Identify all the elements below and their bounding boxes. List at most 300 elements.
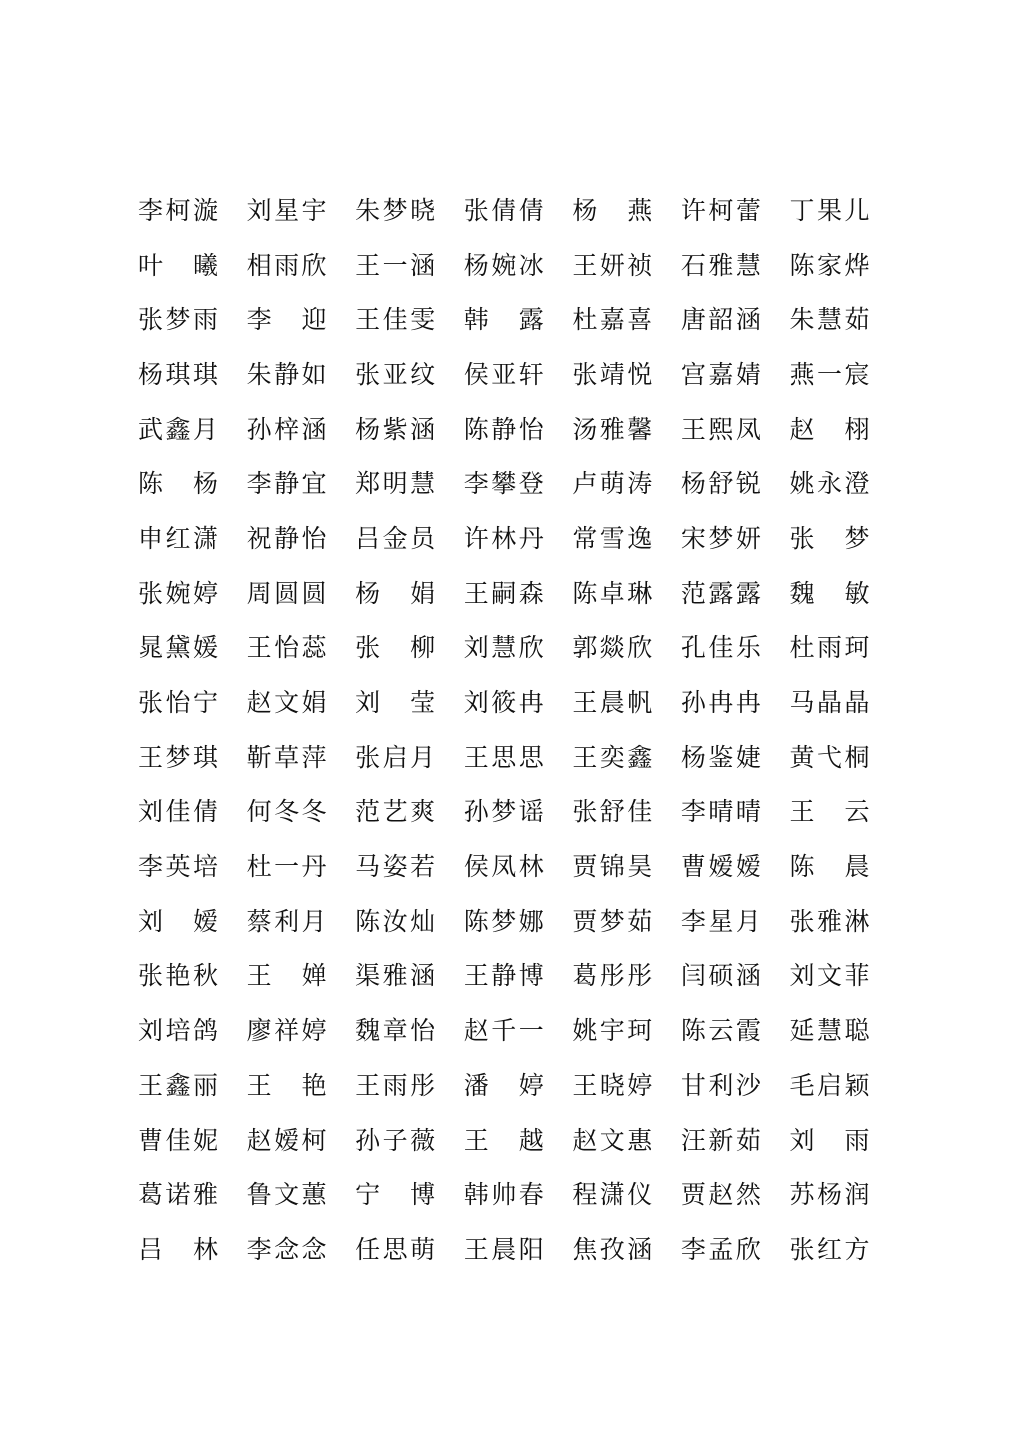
person-name: 程 潇 仪 [572, 1180, 653, 1210]
name-cell [138, 785, 247, 840]
name-cell [789, 1058, 898, 1113]
name-row [138, 675, 898, 730]
name-cell [355, 949, 464, 1004]
name-cell [355, 566, 464, 621]
name-cell [138, 1003, 247, 1058]
name-list [138, 183, 898, 1277]
name-cell [572, 292, 681, 347]
name-cell [789, 1113, 898, 1168]
person-name: 范 露 露 [680, 578, 761, 608]
person-name: 刘 莹 [355, 688, 436, 718]
name-cell [572, 675, 681, 730]
name-cell [138, 949, 247, 1004]
person-name: 潘 婷 [463, 1070, 544, 1100]
person-name: 苏 杨 润 [789, 1180, 870, 1210]
person-name: 宁 博 [355, 1180, 436, 1210]
person-name: 姚 永 澄 [789, 469, 870, 499]
person-name: 焦 孜 涵 [572, 1234, 653, 1264]
person-name: 黄 弋 桐 [789, 742, 870, 772]
name-cell [464, 894, 573, 949]
person-name: 刘 慧 欣 [463, 633, 544, 663]
person-name: 廖 祥 婷 [246, 1016, 327, 1046]
person-name: 李 念 念 [246, 1234, 327, 1264]
name-cell [789, 183, 898, 238]
person-name: 张 梦 [789, 523, 870, 553]
name-cell [572, 1058, 681, 1113]
person-name: 王 静 博 [463, 961, 544, 991]
name-cell [572, 621, 681, 676]
person-name: 甘 利 沙 [680, 1070, 761, 1100]
name-cell [464, 347, 573, 402]
name-cell [572, 785, 681, 840]
name-cell [247, 1003, 356, 1058]
name-cell [464, 1058, 573, 1113]
name-cell [138, 621, 247, 676]
person-name: 吕 金 员 [355, 523, 436, 553]
person-name: 陈 家 烨 [789, 250, 870, 280]
person-name: 葛 诺 雅 [138, 1180, 218, 1210]
person-name: 杨 紫 涵 [355, 414, 436, 444]
name-cell [572, 566, 681, 621]
person-name: 杜 嘉 喜 [572, 305, 653, 335]
name-cell [138, 1113, 247, 1168]
person-name: 杨 燕 [572, 195, 653, 225]
person-name: 张 怡 宁 [138, 688, 218, 718]
person-name: 申 红 潇 [138, 523, 218, 553]
person-name: 赵 栩 [789, 414, 870, 444]
name-cell [789, 402, 898, 457]
name-cell [355, 347, 464, 402]
name-cell [138, 456, 247, 511]
person-name: 陈 杨 [138, 469, 218, 499]
person-name: 孙 子 薇 [355, 1125, 436, 1155]
name-cell [138, 675, 247, 730]
person-name: 孙 梦 谣 [463, 797, 544, 827]
person-name: 范 艺 爽 [355, 797, 436, 827]
name-cell [247, 621, 356, 676]
person-name: 张 启 月 [355, 742, 436, 772]
name-cell [247, 1113, 356, 1168]
name-cell [681, 894, 790, 949]
person-name: 孙 梓 涵 [246, 414, 327, 444]
name-cell [138, 730, 247, 785]
person-name: 贾 赵 然 [680, 1180, 761, 1210]
name-cell [681, 456, 790, 511]
name-cell [572, 1003, 681, 1058]
person-name: 陈 梦 娜 [463, 906, 544, 936]
person-name: 陈 静 怡 [463, 414, 544, 444]
name-cell [789, 456, 898, 511]
name-cell [355, 456, 464, 511]
person-name: 李 孟 欣 [680, 1234, 761, 1264]
name-cell [247, 511, 356, 566]
name-cell [355, 730, 464, 785]
person-name: 李 星 月 [680, 906, 761, 936]
name-row [138, 511, 898, 566]
person-name: 张 红 方 [789, 1234, 870, 1264]
person-name: 赵 文 惠 [572, 1125, 653, 1155]
name-cell [789, 730, 898, 785]
person-name: 王 妍 祯 [572, 250, 653, 280]
name-cell [681, 1003, 790, 1058]
name-cell [247, 1167, 356, 1222]
name-cell [247, 1058, 356, 1113]
name-row [138, 347, 898, 402]
name-cell [247, 730, 356, 785]
name-cell [789, 1167, 898, 1222]
name-cell [355, 785, 464, 840]
name-cell [247, 292, 356, 347]
person-name: 魏 章 怡 [355, 1016, 436, 1046]
person-name: 马 姿 若 [355, 852, 436, 882]
person-name: 陈 汝 灿 [355, 906, 436, 936]
name-cell [247, 402, 356, 457]
name-cell [464, 785, 573, 840]
name-cell [464, 238, 573, 293]
person-name: 任 思 萌 [355, 1234, 436, 1264]
person-name: 卢 萌 涛 [572, 469, 653, 499]
name-cell [355, 675, 464, 730]
name-cell [464, 402, 573, 457]
person-name: 宋 梦 妍 [680, 523, 761, 553]
person-name: 李 英 培 [138, 852, 218, 882]
person-name: 杨 婉 冰 [463, 250, 544, 280]
person-name: 张 梦 雨 [138, 305, 218, 335]
person-name: 朱 静 如 [246, 359, 327, 389]
person-name: 郑 明 慧 [355, 469, 436, 499]
name-row [138, 1113, 898, 1168]
person-name: 王 晨 阳 [463, 1234, 544, 1264]
person-name: 杨 鉴 婕 [680, 742, 761, 772]
person-name: 张 亚 纹 [355, 359, 436, 389]
person-name: 许 林 丹 [463, 523, 544, 553]
name-cell [789, 511, 898, 566]
person-name: 许 柯 蕾 [680, 195, 761, 225]
name-cell [355, 292, 464, 347]
person-name: 杨 舒 锐 [680, 469, 761, 499]
person-name: 侯 凤 林 [463, 852, 544, 882]
name-cell [572, 238, 681, 293]
name-cell [789, 785, 898, 840]
person-name: 蔡 利 月 [246, 906, 327, 936]
name-row [138, 1167, 898, 1222]
person-name: 曹 佳 妮 [138, 1125, 218, 1155]
name-row [138, 402, 898, 457]
person-name: 叶 曦 [138, 250, 218, 280]
name-cell [572, 1113, 681, 1168]
name-cell [138, 566, 247, 621]
name-cell [681, 511, 790, 566]
name-cell [681, 566, 790, 621]
name-cell [138, 292, 247, 347]
person-name: 李 迎 [246, 305, 327, 335]
name-row [138, 730, 898, 785]
name-cell [789, 292, 898, 347]
person-name: 张 艳 秋 [138, 961, 218, 991]
person-name: 宫 嘉 婧 [680, 359, 761, 389]
name-cell [789, 347, 898, 402]
name-cell [789, 675, 898, 730]
name-cell [464, 1113, 573, 1168]
person-name: 李 晴 晴 [680, 797, 761, 827]
person-name: 毛 启 颖 [789, 1070, 870, 1100]
name-cell [681, 675, 790, 730]
name-cell [247, 675, 356, 730]
name-cell [572, 949, 681, 1004]
name-row [138, 183, 898, 238]
person-name: 王 思 思 [463, 742, 544, 772]
name-cell [355, 1222, 464, 1277]
person-name: 武 鑫 月 [138, 414, 218, 444]
name-cell [681, 1113, 790, 1168]
person-name: 朱 慧 茹 [789, 305, 870, 335]
name-cell [572, 1222, 681, 1277]
name-cell [247, 456, 356, 511]
person-name: 王 嗣 森 [463, 578, 544, 608]
person-name: 侯 亚 轩 [463, 359, 544, 389]
name-cell [355, 402, 464, 457]
name-cell [789, 949, 898, 1004]
name-row [138, 292, 898, 347]
name-cell [355, 1003, 464, 1058]
name-cell [355, 839, 464, 894]
person-name: 刘 筱 冉 [463, 688, 544, 718]
name-cell [138, 1222, 247, 1277]
person-name: 王 梦 琪 [138, 742, 218, 772]
name-cell [464, 839, 573, 894]
name-cell [681, 785, 790, 840]
person-name: 王 奕 鑫 [572, 742, 653, 772]
name-row [138, 621, 898, 676]
person-name: 祝 静 怡 [246, 523, 327, 553]
person-name: 王 婵 [246, 961, 327, 991]
name-cell [789, 839, 898, 894]
person-name: 马 晶 晶 [789, 688, 870, 718]
name-row [138, 1003, 898, 1058]
name-cell [247, 183, 356, 238]
name-cell [789, 566, 898, 621]
name-cell [355, 1113, 464, 1168]
name-row [138, 785, 898, 840]
name-cell [681, 183, 790, 238]
name-cell [464, 183, 573, 238]
name-cell [247, 839, 356, 894]
name-cell [572, 183, 681, 238]
name-cell [464, 949, 573, 1004]
name-cell [572, 402, 681, 457]
person-name: 靳 草 萍 [246, 742, 327, 772]
person-name: 张 舒 佳 [572, 797, 653, 827]
person-name: 晁 黛 媛 [138, 633, 218, 663]
name-row [138, 839, 898, 894]
person-name: 陈 云 霞 [680, 1016, 761, 1046]
person-name: 吕 林 [138, 1234, 218, 1264]
name-row [138, 1058, 898, 1113]
person-name: 杜 雨 珂 [789, 633, 870, 663]
person-name: 杜 一 丹 [246, 852, 327, 882]
person-name: 王 雨 彤 [355, 1070, 436, 1100]
person-name: 孙 冉 冉 [680, 688, 761, 718]
person-name: 延 慧 聪 [789, 1016, 870, 1046]
name-cell [464, 292, 573, 347]
person-name: 郭 燚 欣 [572, 633, 653, 663]
person-name: 李 攀 登 [463, 469, 544, 499]
name-row [138, 456, 898, 511]
name-cell [681, 402, 790, 457]
name-cell [247, 785, 356, 840]
person-name: 孔 佳 乐 [680, 633, 761, 663]
person-name: 杨 琪 琪 [138, 359, 218, 389]
name-row [138, 1222, 898, 1277]
name-cell [355, 1167, 464, 1222]
person-name: 石 雅 慧 [680, 250, 761, 280]
name-cell [464, 730, 573, 785]
name-row [138, 566, 898, 621]
name-cell [681, 1167, 790, 1222]
name-cell [464, 1167, 573, 1222]
person-name: 汪 新 茹 [680, 1125, 761, 1155]
person-name: 唐 韶 涵 [680, 305, 761, 335]
name-cell [355, 238, 464, 293]
name-cell [789, 894, 898, 949]
name-cell [789, 1003, 898, 1058]
person-name: 周 圆 圆 [246, 578, 327, 608]
person-name: 贾 锦 昊 [572, 852, 653, 882]
person-name: 葛 彤 彤 [572, 961, 653, 991]
person-name: 王 一 涵 [355, 250, 436, 280]
name-cell [247, 894, 356, 949]
person-name: 杨 娟 [355, 578, 436, 608]
name-cell [355, 621, 464, 676]
person-name: 陈 晨 [789, 852, 870, 882]
person-name: 丁 果 儿 [789, 195, 870, 225]
name-cell [138, 347, 247, 402]
person-name: 相 雨 欣 [246, 250, 327, 280]
name-cell [138, 183, 247, 238]
person-name: 刘 嫒 [138, 906, 218, 936]
name-row [138, 949, 898, 1004]
person-name: 鲁 文 蕙 [246, 1180, 327, 1210]
name-cell [681, 621, 790, 676]
person-name: 常 雪 逸 [572, 523, 653, 553]
name-cell [247, 1222, 356, 1277]
name-row [138, 894, 898, 949]
person-name: 张 婉 婷 [138, 578, 218, 608]
name-cell [247, 949, 356, 1004]
person-name: 汤 雅 馨 [572, 414, 653, 444]
name-cell [789, 621, 898, 676]
person-name: 李 柯 漩 [138, 195, 218, 225]
name-cell [355, 1058, 464, 1113]
name-cell [464, 1222, 573, 1277]
person-name: 刘 文 菲 [789, 961, 870, 991]
person-name: 赵 嫒 柯 [246, 1125, 327, 1155]
name-cell [247, 347, 356, 402]
person-name: 闫 硕 涵 [680, 961, 761, 991]
person-name: 陈 卓 琳 [572, 578, 653, 608]
name-cell [681, 238, 790, 293]
person-name: 刘 佳 倩 [138, 797, 218, 827]
person-name: 刘 雨 [789, 1125, 870, 1155]
name-cell [572, 511, 681, 566]
person-name: 张 靖 悦 [572, 359, 653, 389]
person-name: 王 越 [463, 1125, 544, 1155]
person-name: 王 晨 帆 [572, 688, 653, 718]
person-name: 张 雅 淋 [789, 906, 870, 936]
name-row [138, 238, 898, 293]
name-cell [138, 511, 247, 566]
name-cell [247, 566, 356, 621]
name-cell [138, 894, 247, 949]
name-cell [355, 183, 464, 238]
name-cell [681, 839, 790, 894]
name-cell [572, 456, 681, 511]
person-name: 刘 培 鸽 [138, 1016, 218, 1046]
name-cell [355, 894, 464, 949]
person-name: 王 艳 [246, 1070, 327, 1100]
person-name: 王 云 [789, 797, 870, 827]
person-name: 张 倩 倩 [463, 195, 544, 225]
name-cell [572, 730, 681, 785]
name-cell [355, 511, 464, 566]
person-name: 王 怡 蕊 [246, 633, 327, 663]
person-name: 王 佳 雯 [355, 305, 436, 335]
name-cell [681, 1058, 790, 1113]
person-name: 贾 梦 茹 [572, 906, 653, 936]
person-name: 王 熙 凤 [680, 414, 761, 444]
person-name: 赵 千 一 [463, 1016, 544, 1046]
person-name: 刘 星 宇 [246, 195, 327, 225]
name-cell [572, 894, 681, 949]
person-name: 王 鑫 丽 [138, 1070, 218, 1100]
name-cell [572, 347, 681, 402]
name-cell [247, 238, 356, 293]
person-name: 赵 文 娟 [246, 688, 327, 718]
name-cell [681, 1222, 790, 1277]
name-cell [138, 402, 247, 457]
name-cell [681, 949, 790, 1004]
name-cell [572, 1167, 681, 1222]
name-cell [464, 621, 573, 676]
name-cell [681, 292, 790, 347]
person-name: 朱 梦 晓 [355, 195, 436, 225]
person-name: 渠 雅 涵 [355, 961, 436, 991]
name-cell [572, 839, 681, 894]
person-name: 李 静 宜 [246, 469, 327, 499]
person-name: 姚 宇 珂 [572, 1016, 653, 1046]
person-name: 曹 嫒 嫒 [680, 852, 761, 882]
name-cell [138, 1167, 247, 1222]
name-cell [464, 1003, 573, 1058]
person-name: 燕 一 宸 [789, 359, 870, 389]
name-cell [789, 238, 898, 293]
name-cell [789, 1222, 898, 1277]
person-name: 何 冬 冬 [246, 797, 327, 827]
name-cell [464, 566, 573, 621]
name-cell [681, 730, 790, 785]
name-cell [138, 839, 247, 894]
name-cell [464, 511, 573, 566]
person-name: 王 晓 婷 [572, 1070, 653, 1100]
person-name: 韩 露 [463, 305, 544, 335]
name-cell [138, 1058, 247, 1113]
person-name: 韩 帅 春 [463, 1180, 544, 1210]
name-cell [464, 456, 573, 511]
person-name: 张 柳 [355, 633, 436, 663]
person-name: 魏 敏 [789, 578, 870, 608]
name-cell [681, 347, 790, 402]
name-cell [138, 238, 247, 293]
